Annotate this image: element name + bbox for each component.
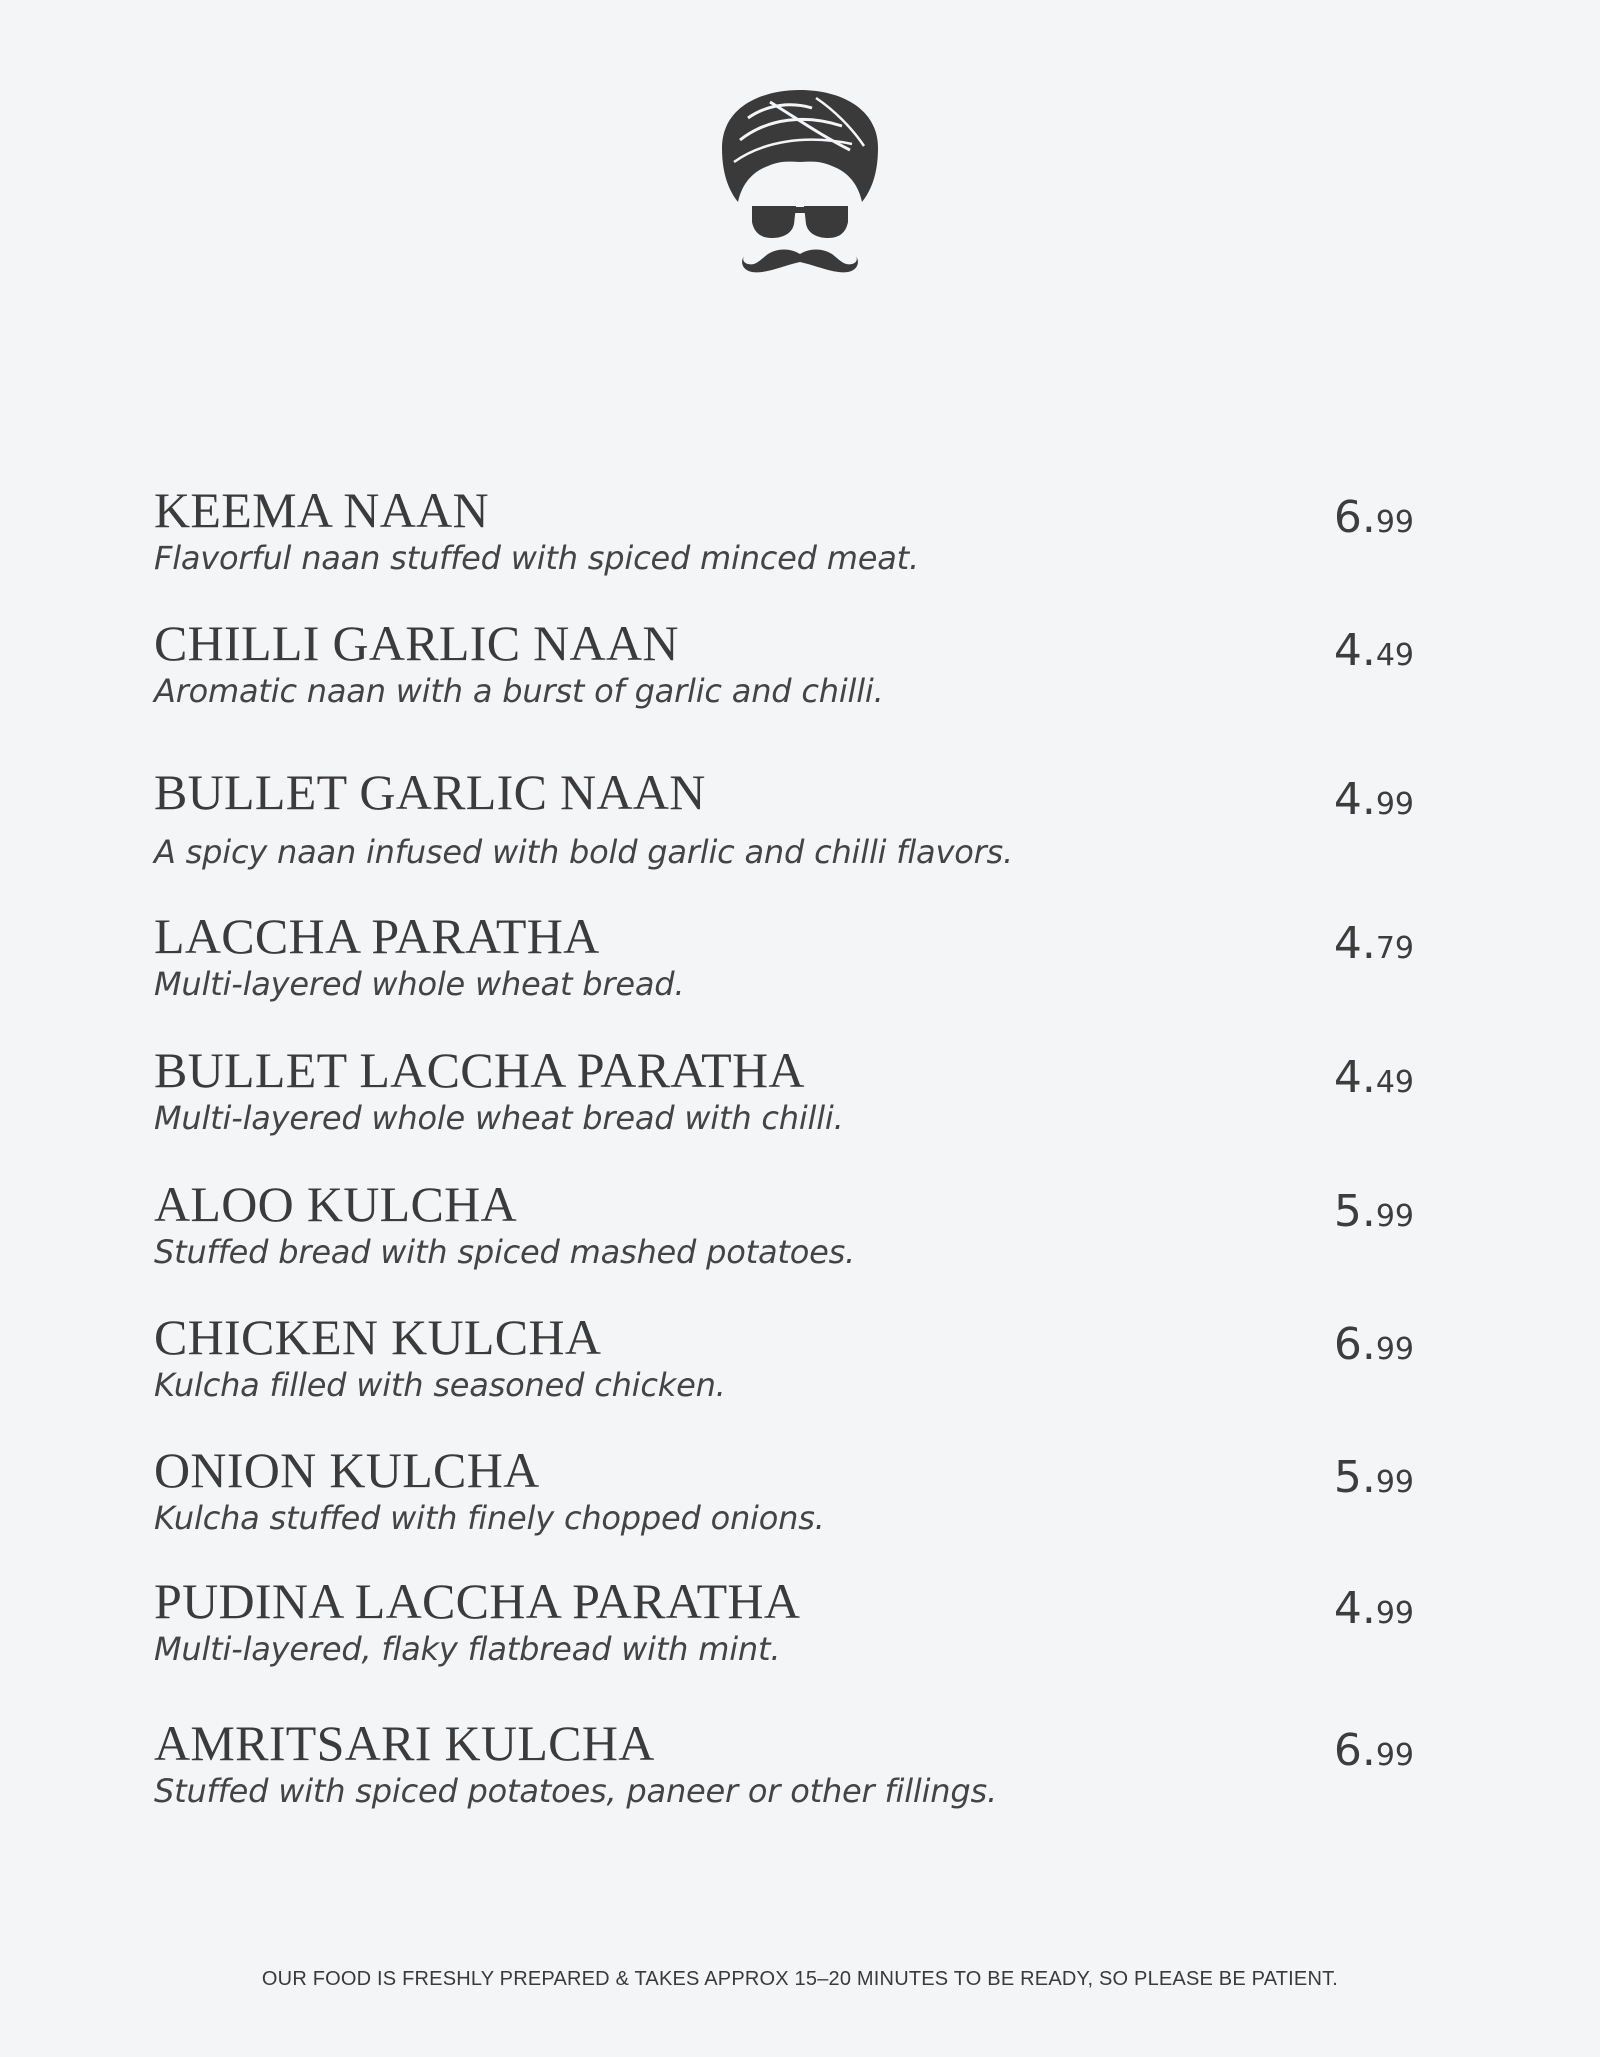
item-description: Stuffed bread with spiced mashed potatoes. (154, 1233, 856, 1271)
menu-item-onion-kulcha (154, 1442, 1414, 1538)
item-price: 4.49 (1333, 1052, 1414, 1103)
preparation-time-notice: OUR FOOD IS FRESHLY PREPARED & TAKES APPROX 15–20 MINUTES TO BE READY, SO PLEASE BE PATIENT. (261, 1968, 1339, 1990)
item-description: Multi-layered whole wheat bread with chilli. (154, 1099, 844, 1137)
price-cents: 99 (1375, 1465, 1414, 1500)
price-dollars: 6 (1333, 1319, 1362, 1370)
item-description: Aromatic naan with a burst of garlic and chilli. (154, 672, 884, 710)
item-price: 6.99 (1333, 1319, 1414, 1370)
menu-item-aloo-kulcha (154, 1176, 1414, 1272)
item-name: BULLET LACCHA PARATHA (154, 1042, 805, 1098)
price-dollars: 6 (1333, 1725, 1362, 1776)
menu-item-chicken-kulcha (154, 1309, 1414, 1405)
item-price: 4.99 (1333, 1583, 1414, 1634)
price-dollars: 4 (1333, 918, 1362, 969)
item-name: LACCHA PARATHA (154, 908, 600, 964)
menu-item-bullet-garlic-naan (154, 764, 1414, 872)
price-dollars: 4 (1333, 1052, 1362, 1103)
price-cents: 99 (1375, 787, 1414, 822)
menu-item-keema-naan (154, 482, 1414, 578)
item-price: 5.99 (1333, 1186, 1414, 1237)
item-name: ALOO KULCHA (154, 1176, 517, 1232)
price-dollars: 4 (1333, 774, 1362, 825)
price-cents: 49 (1375, 1065, 1414, 1100)
item-name: AMRITSARI KULCHA (154, 1715, 655, 1771)
item-name: KEEMA NAAN (154, 482, 489, 538)
item-name: CHILLI GARLIC NAAN (154, 615, 679, 671)
item-description: A spicy naan infused with bold garlic and chilli flavors. (154, 833, 1013, 871)
item-price: 6.99 (1333, 1725, 1414, 1776)
price-dollars: 5 (1333, 1186, 1362, 1237)
item-price: 4.99 (1333, 774, 1414, 825)
item-price: 5.99 (1333, 1452, 1414, 1503)
menu-item-chilli-garlic-naan (154, 615, 1414, 711)
item-description: Multi-layered whole wheat bread. (154, 965, 685, 1003)
item-name: CHICKEN KULCHA (154, 1309, 602, 1365)
item-description: Flavorful naan stuffed with spiced minced meat. (154, 539, 919, 577)
item-description: Multi-layered, flaky flatbread with mint. (154, 1630, 781, 1668)
menu-item-amritsari-kulcha (154, 1715, 1414, 1811)
price-dollars: 4 (1333, 625, 1362, 676)
price-cents: 49 (1375, 638, 1414, 673)
menu-item-bullet-laccha-paratha (154, 1042, 1414, 1138)
turban-man-logo-icon (712, 88, 888, 276)
price-cents: 99 (1375, 1332, 1414, 1367)
price-cents: 99 (1375, 1738, 1414, 1773)
item-name: ONION KULCHA (154, 1442, 540, 1498)
item-price: 4.49 (1333, 625, 1414, 676)
price-dollars: 5 (1333, 1452, 1362, 1503)
item-name: PUDINA LACCHA PARATHA (154, 1573, 801, 1629)
price-cents: 79 (1375, 931, 1414, 966)
price-dollars: 6 (1333, 492, 1362, 543)
menu-list (154, 482, 1414, 1811)
price-cents: 99 (1375, 1199, 1414, 1234)
price-cents: 99 (1375, 505, 1414, 540)
menu-item-pudina-laccha-paratha (154, 1573, 1414, 1669)
item-price: 6.99 (1333, 492, 1414, 543)
item-description: Stuffed with spiced potatoes, paneer or other fillings. (154, 1772, 997, 1810)
item-name: BULLET GARLIC NAAN (154, 764, 706, 820)
menu-item-laccha-paratha (154, 908, 1414, 1004)
item-description: Kulcha filled with seasoned chicken. (154, 1366, 726, 1404)
price-dollars: 4 (1333, 1583, 1362, 1634)
item-price: 4.79 (1333, 918, 1414, 969)
price-cents: 99 (1375, 1596, 1414, 1631)
item-description: Kulcha stuffed with finely chopped onions. (154, 1499, 825, 1537)
